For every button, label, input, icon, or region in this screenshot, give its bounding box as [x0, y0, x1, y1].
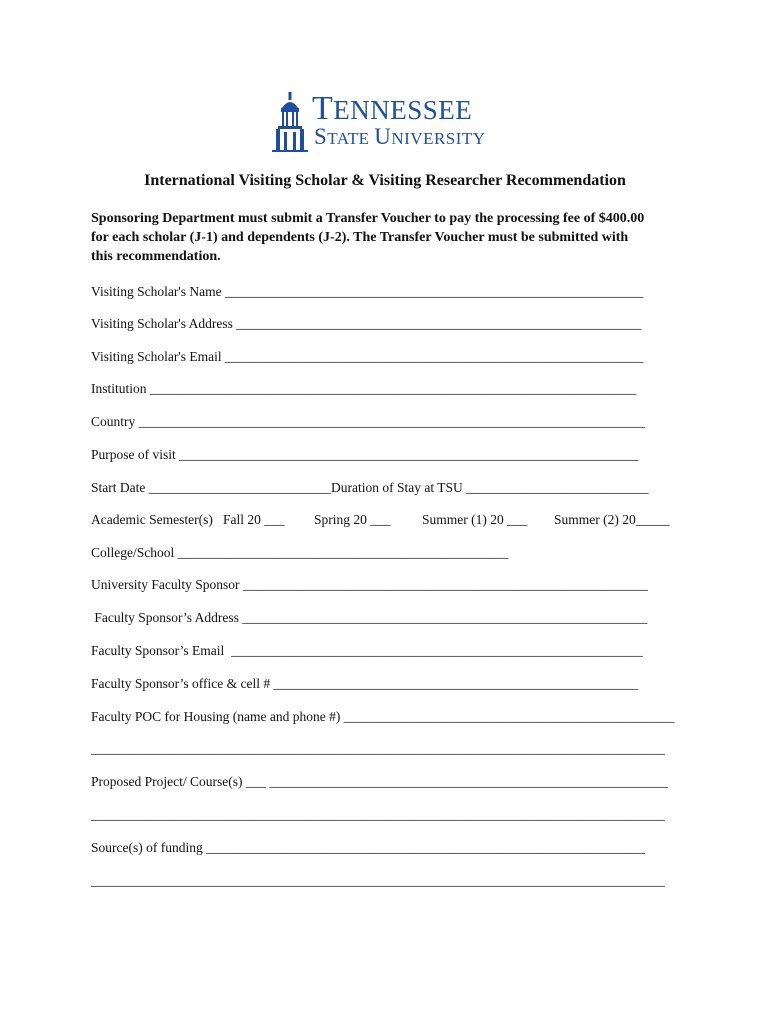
project-continuation-line[interactable]: _____________________________________________________________________________________	[91, 807, 665, 822]
funding-source-field[interactable]: Source(s) of funding _________________________________________________________________	[91, 840, 645, 855]
proposed-project-field[interactable]: Proposed Project/ Course(s) ___ ___________________________________________________________	[91, 774, 668, 789]
housing-poc-continuation-line[interactable]: _____________________________________________________________________________________	[91, 741, 665, 756]
logo-wordmark-line2: STATE UNIVERSITY	[314, 124, 486, 149]
sponsor-address-field[interactable]: Faculty Sponsor’s Address ____________________________________________________________	[91, 610, 648, 625]
housing-poc-field[interactable]: Faculty POC for Housing (name and phone #) _________________________________________________	[91, 709, 675, 724]
sponsor-office-field[interactable]: Faculty Sponsor’s office & cell # ______________________________________________________	[91, 676, 638, 691]
scholar-email-field[interactable]: Visiting Scholar's Email ______________________________________________________________	[91, 349, 644, 364]
fee-notice: Sponsoring Department must submit a Transfer Voucher to pay the processing fee of $400.00 for each scholar (J-1) and dependents (J-2). The Transfer Voucher must be submitted with this recommendation.	[91, 211, 645, 264]
sponsor-email-field[interactable]: Faculty Sponsor’s Email _____________________________________________________________	[91, 643, 643, 658]
logo-wordmark-line1: TENNESSEE	[312, 90, 473, 127]
faculty-sponsor-field[interactable]: University Faculty Sponsor ____________________________________________________________	[91, 577, 648, 592]
semester-spring-field[interactable]: Spring 20 ___	[314, 512, 391, 527]
college-field[interactable]: College/School _________________________________________________	[91, 545, 509, 560]
semester-summer2-field[interactable]: Summer (2) 20_____	[554, 512, 670, 527]
semester-fall-field[interactable]: Academic Semester(s) Fall 20 ___	[91, 512, 285, 527]
country-field[interactable]: Country ___________________________________________________________________________	[91, 414, 645, 429]
tsu-logo	[272, 92, 502, 154]
form-title: International Visiting Scholar & Visiting Researcher Recommendation	[144, 172, 626, 189]
scholar-name-field[interactable]: Visiting Scholar's Name ______________________________________________________________	[91, 284, 644, 299]
semester-summer1-field[interactable]: Summer (1) 20 ___	[422, 512, 528, 527]
scholar-address-field[interactable]: Visiting Scholar's Address ____________________________________________________________	[91, 316, 642, 331]
institution-field[interactable]: Institution ________________________________________________________________________	[91, 381, 636, 396]
funding-continuation-line[interactable]: _____________________________________________________________________________________	[91, 873, 665, 888]
tower-icon	[272, 92, 308, 152]
start-date-duration-field[interactable]: Start Date ___________________________Duration of Stay at TSU ___________________________	[91, 480, 649, 495]
purpose-field[interactable]: Purpose of visit ____________________________________________________________________	[91, 447, 639, 462]
